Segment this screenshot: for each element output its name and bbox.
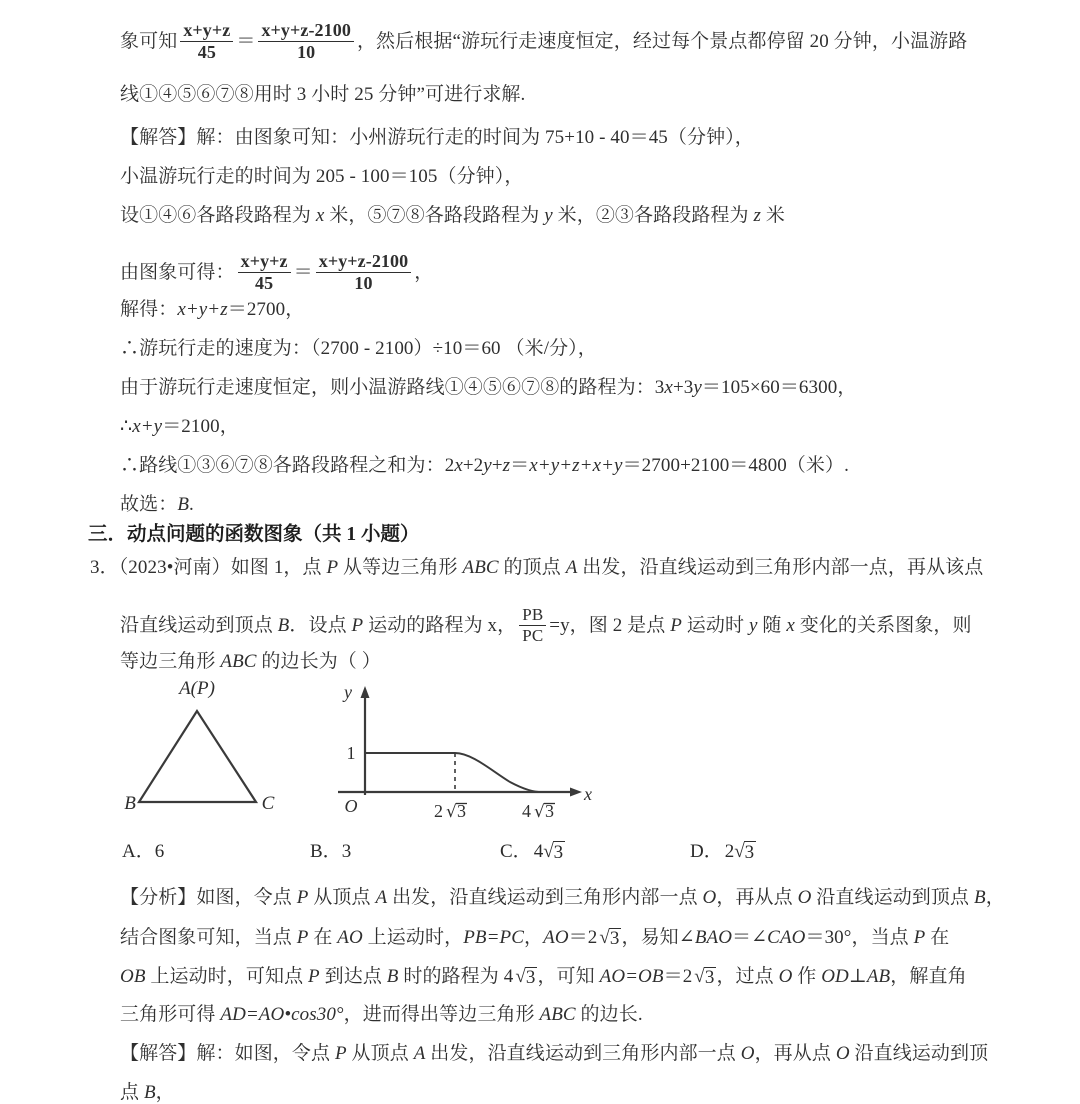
answer-line-8 [120,417,239,436]
point-O: O [778,966,793,987]
solution-line-2 [120,1083,175,1102]
perpendicular-OD-AB: OD⊥AB [821,966,891,987]
paragraph-line-2 [120,85,525,104]
x-tick-label-4sqrt3 [522,801,555,822]
point-P: P [670,614,682,636]
text-run: 变化的关系图象，则 [794,614,972,636]
fraction-denominator: 10 [354,273,373,294]
text-run: 由于游玩行走速度恒定，则小温游路线①④⑤⑥⑦⑧的路程为：3 [120,377,665,398]
choice-D[interactable] [690,836,756,863]
radical-expression [532,840,565,863]
equality-AO-OB: AO=OB [599,966,664,987]
angle-BAO: BAO [694,927,733,948]
text-run: 出发，沿直线运动到三角形内部一点 [387,887,703,908]
text-run: ， [985,887,1005,908]
answer-line-2 [120,167,523,186]
section-heading [88,518,420,546]
paragraph-line-1 [120,22,967,63]
choice-A[interactable] [122,836,164,863]
fraction-numerator: x+y+z [240,251,288,271]
origin-label: O [344,796,358,816]
fraction-denominator: 10 [297,42,316,63]
solution-line-1 [120,1044,988,1063]
text-run: 象可知 [120,31,178,52]
radicand: 3 [609,927,620,949]
text-run: 点 [120,1082,144,1103]
text-run: 米 [760,205,785,226]
tick-coefficient: 2 [434,801,443,821]
radicand: 3 [704,966,715,988]
equals-sign: ＝ [293,262,313,283]
text-run: ＝2700， [227,299,305,320]
text-run: 结合图象可知，当点 [120,927,297,948]
text-run: 设①④⑥各路段路程为 [120,205,316,226]
point-A: A [375,887,388,908]
text-run: 沿直线运动到顶点 [811,887,974,908]
var-x: x [315,205,325,226]
series-decreasing-curve [455,753,542,792]
fraction-denominator: 45 [255,273,274,294]
text-run: 从等边三角形 [338,557,463,578]
problem-source: （2023•河南） [118,557,231,578]
text-run: ．设点 [289,614,352,636]
text-run: 出发，沿直线运动到三角形内部一点，再从该点 [577,557,984,578]
var-x: x [664,377,673,398]
var-x: x [454,455,463,476]
fraction-numerator: x+y+z [183,20,231,40]
choice-label: D． [690,841,723,862]
point-B: B [277,614,290,636]
text-run: 从顶点 [308,887,376,908]
fraction-2 [258,21,354,62]
text-run: 在 [308,927,338,948]
text-run: ∴路线①③⑥⑦⑧各路段路程之和为：2 [120,455,455,476]
point-P: P [913,927,926,948]
text-run: 作 [792,966,822,987]
var-z: z [502,455,511,476]
text-run: ＝ [510,455,530,476]
text-run: 上运动时， [362,927,464,948]
tick-coefficient: 4 [522,801,531,821]
answer-final-choice-line [120,495,194,514]
fraction-PB-over-PC [519,606,546,645]
radical-sign: √ [543,841,554,862]
text-run: ＝2100， [162,416,239,437]
analysis-line-4 [120,1005,643,1024]
text-run: ，解直角 [890,966,967,987]
radical-coefficient: 4 [533,841,544,862]
text-run: ∴ [120,416,133,437]
radical-expression [597,927,621,947]
point-P: P [326,557,339,578]
equality-PB-PC: PB=PC [463,927,524,948]
radical-sign: √ [694,966,705,987]
text-run: ，再从点 [716,887,798,908]
text-run: 运动的路程为 x， [363,614,517,636]
fraction-3 [238,252,291,293]
choice-label: A． [122,841,155,862]
text-run: 故选： [120,494,178,515]
text-run: 出发，沿直线运动到三角形内部一点 [425,1043,741,1064]
text-run: ，再从点 [754,1043,836,1064]
point-P: P [351,614,364,636]
text-run: 【解答】解：由图象可知：小州游玩行走的时间为 75+10 - 40＝45（分钟）， [120,127,754,148]
figures-row [0,672,1080,822]
radical-sign: √ [515,966,526,987]
triangle-outline [139,711,256,802]
fraction-denominator: 45 [197,42,216,63]
text-run: 在 [925,927,950,948]
triangle-ABC: ABC [539,1004,576,1025]
text-run: +3 [672,377,694,398]
analysis-line-2 [120,927,949,947]
x-axis-arrow [570,788,582,797]
text-run: ＝30°，当点 [805,927,914,948]
var-y: y [693,377,702,398]
radicand: 3 [553,841,564,863]
segment-OB: OB [120,966,146,987]
choice-B[interactable] [310,836,351,863]
answer-line-7 [120,378,856,397]
text-run: 到达点 [319,966,387,987]
var-x: x [786,614,795,636]
choice-value: 3 [341,841,352,862]
radical-sign: √ [446,802,457,822]
y-axis-label: y [344,682,352,702]
point-O: O [797,887,812,908]
var-z: z [753,205,761,226]
text-run: 小温游玩行走的时间为 205 - 100＝105（分钟）， [120,166,524,187]
text-run: ＝2700+2100＝4800（米）. [622,455,849,476]
text-run: ，易知∠ [621,927,695,948]
point-B: B [386,966,399,987]
y-axis-arrow [361,686,370,698]
point-B: B [143,1082,156,1103]
point-P: P [296,887,309,908]
segment-AO: AO [337,927,363,948]
fraction-numerator: x+y+z-2100 [318,251,409,271]
radical-expression [692,966,716,986]
problem-3-line-1 [90,558,983,577]
problem-3-line-3 [120,652,381,671]
fraction-numerator: PB [522,605,544,624]
triangle-ABC: ABC [220,651,257,672]
text-run: 沿直线运动到顶点 [120,614,278,636]
text-run: ，过点 [716,966,779,987]
y-tick-label-1: 1 [346,743,356,763]
answer-line-3 [120,206,785,225]
choice-value: 6 [154,841,165,862]
text-run: ∴游玩行走的速度为：（2700 - 2100）÷10＝60 （米/分）， [120,338,597,359]
var-y: y [748,614,758,636]
triangle-ABC: ABC [462,557,499,578]
analysis-line-1 [120,888,1005,907]
chosen-option: B [177,494,190,515]
var-y: y [483,455,492,476]
point-O: O [740,1043,755,1064]
radical-sign: √ [734,841,745,862]
equals-sign: ＝ [236,31,256,52]
radicand: 3 [545,801,554,821]
text-run: ＝105×60＝6300， [701,377,857,398]
expression-sum: x+y+z+x+y [529,455,623,476]
text-run: ，可知 [537,966,600,987]
figure-1-triangle-diagram [110,672,340,822]
text-run: 的边长. [575,1004,643,1025]
text-run: +2 [462,455,484,476]
var-y: y [544,205,553,226]
x-tick-label-2sqrt3 [434,801,467,822]
point-A: A [565,557,578,578]
segment-AO: AO [543,927,569,948]
point-P: P [296,927,309,948]
choice-label: C． [500,841,532,862]
text-run: ＝2 [568,927,598,948]
text-run: ＝∠ [732,927,768,948]
expression-xyz: x+y+z [177,299,228,320]
formula-AD: AD=AO•cos30° [220,1004,344,1025]
problem-number: 3． [90,557,119,578]
text-run: ＝2 [663,966,693,987]
x-axis-label: x [584,784,592,804]
point-B: B [973,887,986,908]
text-run: ， [414,262,434,283]
text-run: 沿直线运动到顶 [849,1043,989,1064]
answer-line-6 [120,339,597,358]
analysis-tag: 【分析】 [120,887,197,908]
radical-expression [723,840,756,863]
point-A: A [413,1043,426,1064]
text-run: 时的路程为 4 [398,966,514,987]
text-run: ， [155,1082,175,1103]
point-P: P [334,1043,347,1064]
solution-tag: 【解答】 [120,1043,197,1064]
text-run: 由图象可得： [120,262,235,283]
expression-xy: x+y [132,416,163,437]
text-run: 线①④⑤⑥⑦⑧用时 3 小时 25 分钟”可进行求解. [120,84,526,105]
text-run: 从顶点 [346,1043,414,1064]
fraction-numerator: x+y+z-2100 [261,20,351,40]
radical-sign: √ [534,802,545,822]
text-run: 三角形可得 [120,1004,221,1025]
point-P: P [308,966,320,987]
text-run: 米，②③各路段路程为 [552,205,754,226]
radicand: 3 [744,841,755,863]
answer-equation-line [120,253,433,294]
text-run: 运动时 [681,614,749,636]
point-O: O [702,887,717,908]
radicand: 3 [525,966,536,988]
fraction-1 [180,21,233,62]
text-run: 解：如图，令点 [196,1043,335,1064]
text-run: 的边长为（ ） [256,651,381,672]
radical-expression [513,966,537,986]
analysis-line-3 [120,966,967,986]
choice-C[interactable] [500,836,565,863]
point-O: O [835,1043,850,1064]
text-run: 如图 1，点 [230,557,327,578]
text-run: 米，⑤⑦⑧各路段路程为 [324,205,545,226]
text-run: 解得： [120,299,178,320]
fraction-4 [316,252,412,293]
problem-3-line-2 [120,607,972,646]
radical-sign: √ [599,927,610,948]
text-run: ，进而得出等边三角形 [343,1004,540,1025]
answer-line-9 [120,456,849,475]
text-run: + [491,455,503,476]
text-run: =y，图 2 是点 [549,614,671,636]
text-run: ，然后根据“游玩行走速度恒定，经过每个景点都停留 20 分钟，小温游路 [356,31,968,52]
text-run: . [189,494,194,515]
radicand: 3 [457,801,466,821]
text-run: 等边三角形 [120,651,221,672]
text-run: ， [524,927,544,948]
label-B: B [124,793,136,814]
text-run: 如图，令点 [196,887,297,908]
section-heading-label: 三．动点问题的函数图象（共 1 小题） [88,524,420,545]
answer-line-5 [120,300,304,319]
label-A-P: A(P) [179,678,215,699]
fraction-denominator: PC [522,626,544,646]
answer-intro-line [120,128,754,147]
choice-label: B． [310,841,342,862]
radical-coefficient: 2 [724,841,735,862]
angle-CAO: CAO [767,927,806,948]
text-run: 的顶点 [498,557,566,578]
text-run: 随 [757,614,787,636]
figure-2-function-graph [320,672,620,822]
text-run: 上运动时，可知点 [145,966,309,987]
label-C: C [261,793,275,814]
